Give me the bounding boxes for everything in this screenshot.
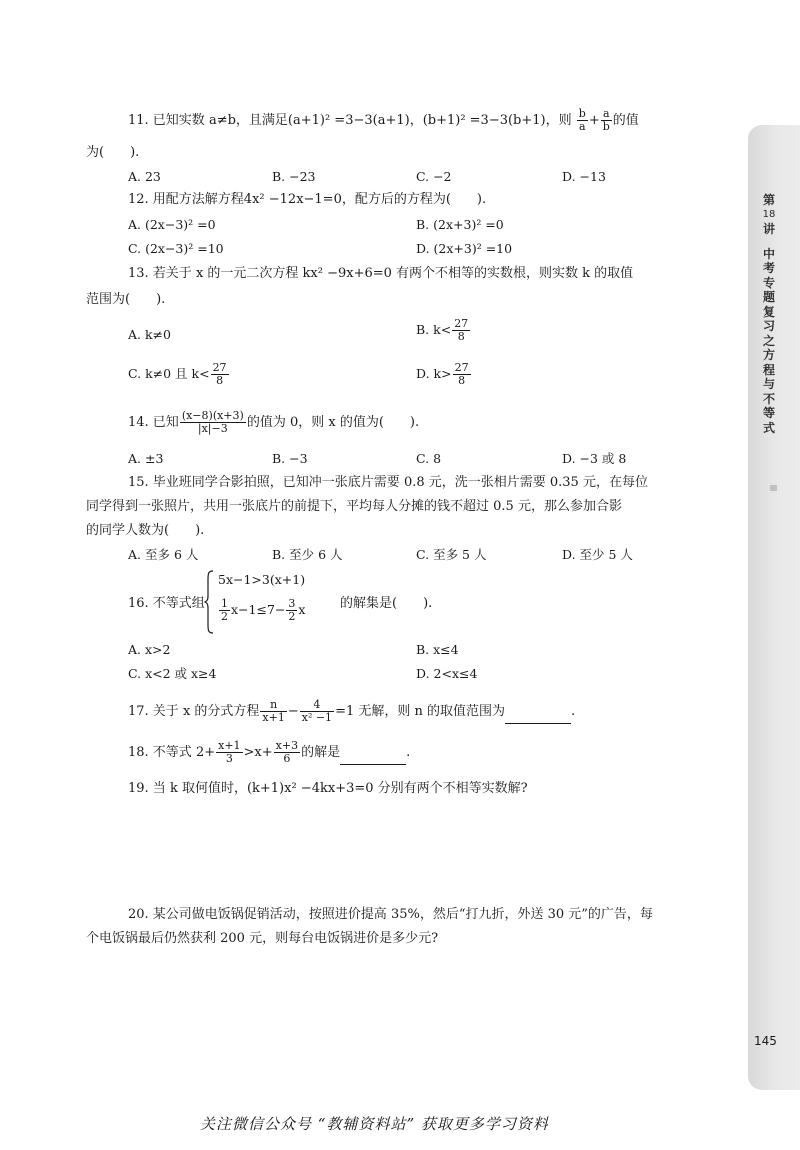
question-20-line-1: 20. 某公司做电饭锅促销活动，按照进价提高 35%，然后“打九折，外送 30 元”的广告，每: [128, 907, 653, 922]
chapter-title-char: 考: [762, 261, 775, 275]
chapter-title-char: 习: [762, 319, 775, 333]
footer-promo-text: 关注微信公众号 “教辅资料站” 获取更多学习资料: [200, 1115, 549, 1133]
option-a: A. 23: [128, 169, 161, 184]
question-11-line-2: 为( ).: [86, 145, 140, 160]
option-b: B. k< $\frac{27}{8}$: [416, 317, 469, 343]
fraction: $\frac{3}{2}$: [288, 597, 296, 623]
question-15-line-1: 15. 毕业班同学合影拍照，已知冲一张底片需要 0.8 元，洗一张相片需要 0.35 元，在每位: [128, 475, 648, 490]
option-a: A. 至多 6 人: [128, 547, 199, 562]
option-d: D. k> $\frac{27}{8}$: [416, 361, 469, 387]
fraction: $\frac{27}{8}$: [454, 361, 469, 387]
option-b: B. −3: [272, 451, 308, 466]
option-c: C. 至多 5 人: [416, 547, 487, 562]
chapter-title-char: 题: [762, 290, 775, 304]
left-brace-icon: [204, 570, 214, 634]
question-16-suffix: 的解集是( ).: [340, 596, 433, 611]
option-c: C. k≠0 且 k< $\frac{27}{8}$: [128, 361, 227, 387]
option-d: D. −3 或 8: [562, 451, 627, 466]
option-b: B. (2x+3)² =0: [416, 217, 504, 232]
chapter-title-char: 复: [762, 304, 775, 319]
question-12: 12. 用配方法解方程4x² −12x−1=0，配方后的方程为( ).: [128, 192, 487, 207]
option-d: D. (2x+3)² =10: [416, 241, 513, 256]
chapter-label: [748, 193, 790, 435]
option-c: C. x<2 或 x≥4: [128, 666, 217, 681]
chapter-title-char: 方: [762, 348, 775, 362]
chapter-side-tab: [748, 125, 800, 1090]
fraction: $\frac{1}{2}$: [221, 597, 228, 623]
inequality-2: $\frac{1}{2}$ x−1≤7− $\frac{3}{2}$ x: [221, 597, 306, 623]
question-16-prefix: 16. 不等式组: [128, 596, 205, 611]
fraction: $\frac{(x-8)(x+3)}{|x|-3}$: [181, 409, 244, 435]
question-14: 14. 已知 $\frac{(x-8)(x+3)}{|x|-3}$ 的值为 0，则 x 的值为( ).: [128, 409, 420, 435]
option-c: C. (2x−3)² =10: [128, 241, 224, 256]
question-13-line-2: 范围为( ).: [86, 292, 166, 307]
question-15-line-3: 的同学人数为( ).: [86, 523, 205, 538]
chapter-title-char: 式: [762, 420, 775, 435]
inequality-system: [204, 568, 354, 638]
question-17: 17. 关于 x 的分式方程 $\frac{n}{x+1}$ − $\frac{4}{\text{x² −1}}$ =1 无解，则 n 的取值范围为 .: [128, 698, 576, 724]
lecture-suffix: 讲: [762, 222, 775, 236]
inequality-1: 5x−1>3(x+1): [218, 572, 306, 587]
question-15-line-2: 同学得到一张照片，共用一张底片的前提下，平均每人分摊的钱不超过 0.5 元，那么参加合影: [86, 499, 622, 514]
chapter-title-char: 不: [762, 391, 775, 406]
fraction: $\frac{b}{a}$: [578, 107, 586, 133]
option-a: A. x>2: [128, 642, 171, 657]
answer-blank[interactable]: [340, 752, 406, 765]
chapter-title-char: 与: [762, 377, 775, 391]
fraction: $\frac{x+1}{3}$: [218, 739, 241, 765]
fraction: $\frac{27}{8}$: [454, 317, 469, 343]
lecture-number: 18: [762, 208, 776, 220]
fraction: $\frac{a}{b}$: [602, 107, 610, 133]
question-11-line-1: 11. 已知实数 a≠b，且满足(a+1)² =3−3(a+1)，(b+1)² =3−3(b+1)，则 $\frac{b}{a}$ + $\frac{a}{b}$ 的值: [128, 107, 639, 133]
option-d: D. 至少 5 人: [562, 547, 633, 562]
chapter-title-char: 等: [762, 406, 775, 420]
chapter-title-char: 专: [762, 275, 775, 290]
fraction: $\frac{4}{\text{x² −1}}$: [301, 698, 333, 724]
fraction: $\frac{x+3}{6}$: [275, 739, 299, 765]
chapter-title-char: 之: [762, 333, 775, 348]
page-number: 145: [754, 1034, 777, 1048]
question-19: 19. 当 k 取何值时，(k+1)x² −4kx+3=0 分别有两个不相等实数解?: [128, 781, 528, 796]
option-c: C. 8: [416, 451, 442, 466]
question-18: 18. 不等式 2+ $\frac{x+1}{3}$ >x+ $\frac{x+3}{6}$ 的解是 .: [128, 739, 411, 765]
option-b: B. −23: [272, 169, 316, 184]
fraction: $\frac{27}{8}$: [212, 361, 227, 387]
tab-decoration: [770, 485, 777, 491]
option-a: A. ±3: [128, 451, 164, 466]
chapter-title-char: 程: [762, 362, 775, 377]
answer-blank[interactable]: [505, 711, 571, 724]
fraction: $\frac{n}{x+1}$: [262, 698, 285, 724]
question-13-line-1: 13. 若关于 x 的一元二次方程 kx² −9x+6=0 有两个不相等的实数根，则实数 k 的取值: [128, 266, 634, 281]
option-d: D. −13: [562, 169, 606, 184]
option-d: D. 2<x≤4: [416, 666, 478, 681]
option-a: A. k≠0: [128, 327, 171, 342]
chapter-title-char: 中: [762, 246, 775, 261]
question-20-line-2: 个电饭锅最后仍然获利 200 元，则每台电饭锅进价是多少元?: [86, 931, 439, 946]
option-a: A. (2x−3)² =0: [128, 217, 216, 232]
option-b: B. x≤4: [416, 642, 459, 657]
lecture-prefix: 第: [762, 193, 775, 207]
option-c: C. −2: [416, 169, 452, 184]
option-b: B. 至少 6 人: [272, 547, 343, 562]
